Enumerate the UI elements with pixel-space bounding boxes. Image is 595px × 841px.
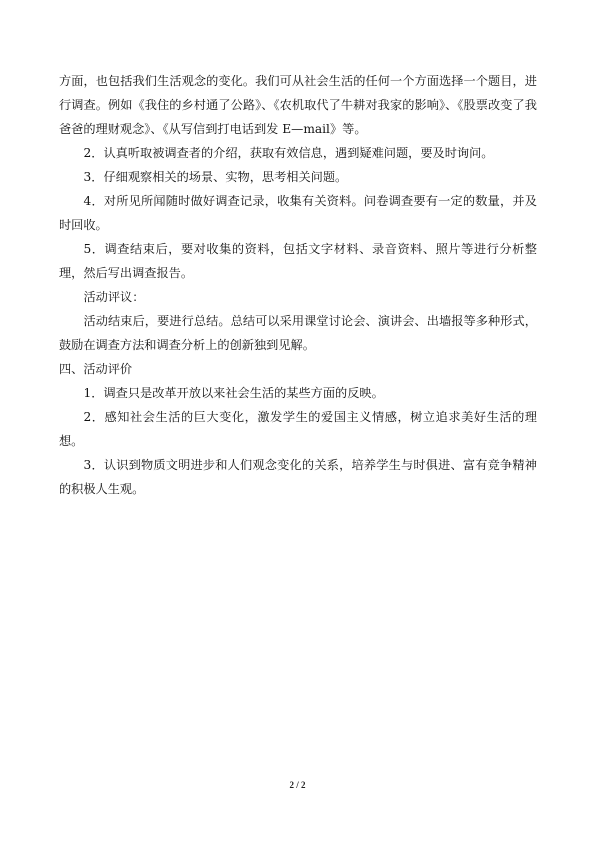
paragraph-evaluation-1: 1．调查只是改革开放以来社会生活的某些方面的反映。: [83, 386, 384, 400]
paragraph-activity-review: 活动结束后，要进行总结。总结可以采用课堂讨论会、演讲会、出墙报等多种形式，鼓励在调查方法和调查分析上的创新独到见解。: [59, 314, 537, 352]
document-body: [59, 69, 537, 501]
paragraph-survey-topics: 方面，也包括我们生活观念的变化。我们可从社会生活的任何一个方面选择一个题目，进行调查。例如《我住的乡村通了公路》、《农机取代了牛耕对我家的影响》、《股票改变了我爸爸的理财观念》、《从写信到打电话到发 E—mail》等。: [59, 74, 537, 136]
paragraph-step-5: 5．调查结束后，要对收集的资料，包括文字材料、录音资料、照片等进行分析整理，然后写出调查报告。: [59, 242, 537, 280]
paragraph-step-2: 2．认真听取被调查者的介绍，获取有效信息，遇到疑难问题，要及时询问。: [83, 146, 494, 160]
paragraph-evaluation-2: 2．感知社会生活的巨大变化，激发学生的爱国主义情感，树立追求美好生活的理想。: [59, 410, 537, 448]
activity-review-heading: 活动评议：: [83, 290, 145, 304]
paragraph-evaluation-3: 3．认识到物质文明进步和人们观念变化的关系，培养学生与时俱进、富有竞争精神的积极人生观。: [59, 458, 537, 496]
paragraph-step-3: 3．仔细观察相关的场景、实物，思考相关问题。: [83, 170, 348, 184]
section-heading-evaluation: 四、活动评价: [59, 362, 133, 376]
paragraph-step-4: 4．对所见所闻随时做好调查记录，收集有关资料。问卷调查要有一定的数量，并及时回收。: [59, 194, 537, 232]
page-number: 2 / 2: [289, 780, 306, 790]
